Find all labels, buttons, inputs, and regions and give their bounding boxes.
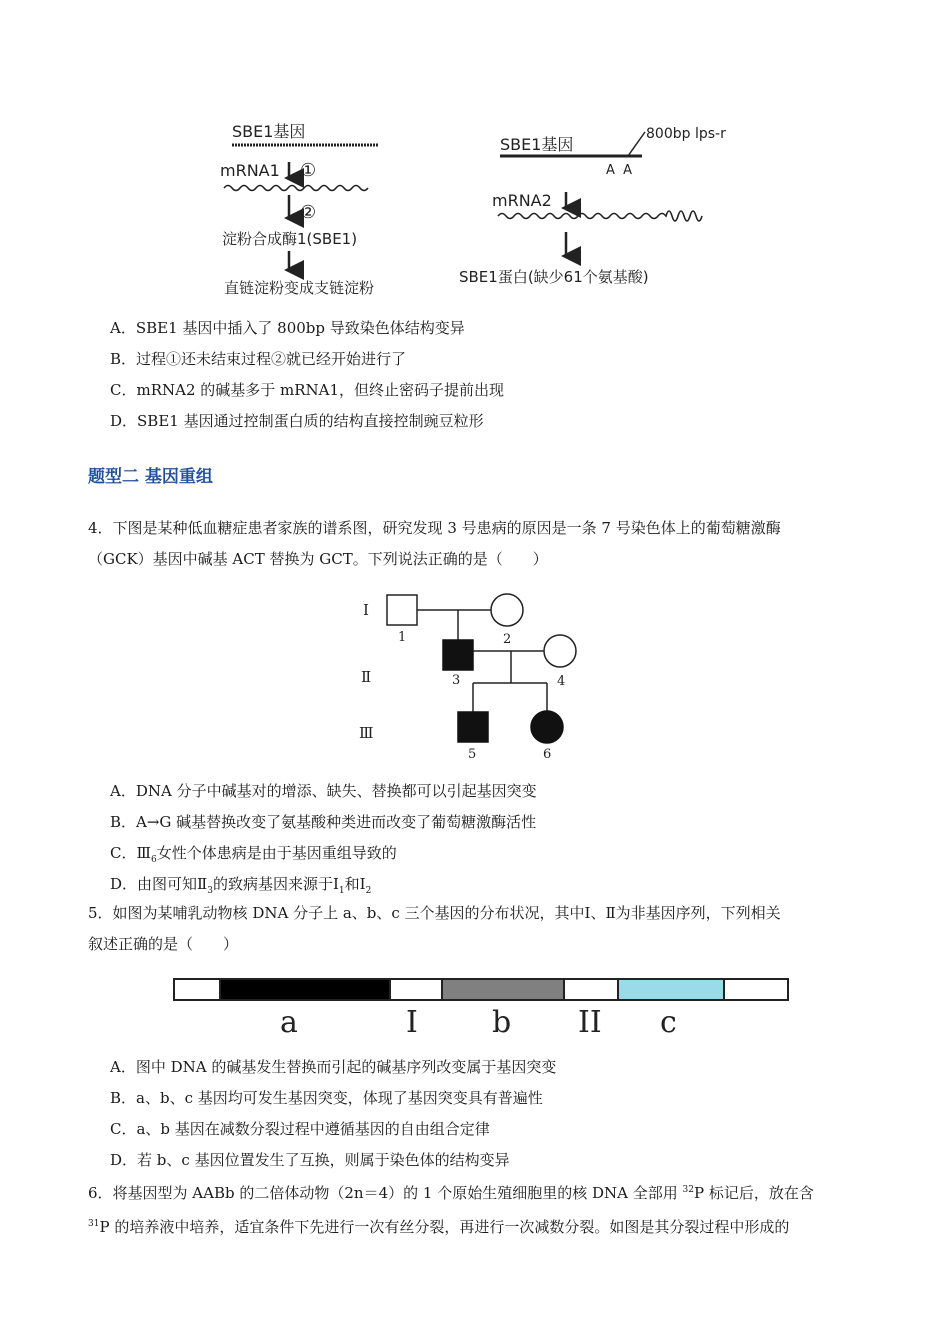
q3-option-d: D．SBE1 基因通过控制蛋白质的结构直接控制豌豆粒形 — [110, 412, 484, 430]
gene-c-segment — [618, 979, 724, 1000]
segment-label-b: b — [492, 1005, 512, 1040]
right-gene-label: SBE1基因 — [500, 135, 574, 154]
individual-4-unaffected-female — [544, 635, 576, 667]
q5-stem — [88, 898, 863, 960]
generation-label-1: Ⅰ — [363, 601, 369, 619]
mrna1-label: mRNA1 — [220, 161, 280, 180]
q4-option-c: C．$Ⅲ_6$女性个体患病是由于基因重组导致的 — [110, 844, 397, 865]
mrna1-wave — [224, 186, 368, 191]
q5-option-a: A．图中 DNA 的碱基发生替换而引起的碱基序列改变属于基因突变 — [110, 1058, 557, 1076]
individual-5-affected-male — [458, 712, 488, 742]
q3-option-b: B．过程①还未结束过程②就已经开始进行了 — [110, 350, 407, 368]
q6-stem-line1: 6．将基因型为 AABb 的二倍体动物（2n＝4）的 1 个原始生殖细胞里的核 DNA 全部用 $^{32}$P 标记后，放在含 — [88, 1184, 814, 1202]
dna-spacer-left — [174, 979, 220, 1000]
individual-label-2: 2 — [503, 632, 512, 647]
q4-stem — [88, 513, 863, 575]
non-gene-II-segment — [564, 979, 618, 1000]
step1-label: ① — [300, 160, 317, 181]
dna-spacer-right — [724, 979, 788, 1000]
q3-option-c: C．mRNA2 的碱基多于 mRNA1，但终止密码子提前出现 — [110, 381, 505, 399]
individual-6-affected-female — [531, 711, 563, 743]
q4-stem-line2: （GCK）基因中碱基 ACT 替换为 GCT。下列说法正确的是（ ） — [88, 550, 548, 568]
q6-stem — [88, 1175, 863, 1243]
q4-stem-line1: 4．下图是某种低血糖症患者家族的谱系图，研究发现 3 号患病的原因是一条 7 号染色体上的葡萄糖激酶 — [88, 519, 781, 537]
individual-2-unaffected-female — [491, 594, 523, 626]
mrna2-wave — [498, 211, 702, 221]
pedigree-chart — [355, 585, 595, 765]
q5-option-b: B．a、b、c 基因均可发生基因突变，体现了基因突变具有普遍性 — [110, 1089, 543, 1107]
individual-3-affected-male — [443, 640, 473, 670]
step2-label: ② — [300, 202, 317, 223]
individual-label-4: 4 — [557, 674, 566, 689]
q5-stem-line1: 5．如图为某哺乳动物核 DNA 分子上 a、b、c 三个基因的分布状况，其中Ⅰ、Ⅱ为非基因序列，下列相关 — [88, 904, 781, 922]
generation-label-3: Ⅲ — [359, 724, 374, 742]
insert-label: 800bp lps-r — [646, 126, 726, 142]
sbe1-diagram — [210, 112, 750, 302]
q4-option-b: B．A→G 碱基替换改变了氨基酸种类进而改变了葡萄糖激酶活性 — [110, 813, 537, 831]
q6-stem-line2: $^{31}$P 的培养液中培养，适宜条件下先进行一次有丝分裂，再进行一次减数分裂。如图是其分裂过程中形成的 — [88, 1218, 790, 1236]
dna-gene-bar — [170, 975, 795, 1045]
protein-label: SBE1蛋白(缺少61个氨基酸) — [459, 268, 649, 286]
individual-1-unaffected-male — [387, 595, 417, 625]
segment-label-II: II — [578, 1005, 602, 1040]
segment-label-I: I — [406, 1005, 418, 1040]
aa-label: A A — [606, 163, 633, 178]
individual-label-5: 5 — [468, 747, 477, 762]
q3-option-a: A．SBE1 基因中插入了 800bp 导致染色体结构变异 — [110, 319, 465, 337]
non-gene-I-segment — [390, 979, 442, 1000]
q5-option-c: C．a、b 基因在减数分裂过程中遵循基因的自由组合定律 — [110, 1120, 490, 1138]
q5-stem-line2: 叙述正确的是（ ） — [88, 935, 239, 953]
q5-option-d: D．若 b、c 基因位置发生了互换，则属于染色体的结构变异 — [110, 1151, 510, 1169]
segment-label-c: c — [660, 1005, 677, 1040]
mrna2-label: mRNA2 — [492, 191, 552, 210]
individual-label-1: 1 — [398, 630, 407, 645]
left-gene-label: SBE1基因 — [232, 122, 306, 141]
segment-label-a: a — [280, 1005, 298, 1040]
gene-a-segment — [220, 979, 390, 1000]
gene-b-segment — [442, 979, 564, 1000]
enzyme-label: 淀粉合成酶1(SBE1) — [222, 230, 358, 248]
insert-pointer — [628, 132, 645, 156]
q4-option-a: A．DNA 分子中碱基对的增添、缺失、替换都可以引起基因突变 — [110, 782, 537, 800]
individual-label-6: 6 — [543, 747, 552, 762]
individual-label-3: 3 — [452, 673, 461, 688]
generation-label-2: Ⅱ — [361, 668, 372, 686]
q4-option-d: D．由图可知$Ⅱ_3$的致病基因来源于$Ⅰ_1$和$Ⅰ_2$ — [110, 875, 372, 896]
section-heading: 题型二 基因重组 — [88, 467, 213, 487]
result-label: 直链淀粉变成支链淀粉 — [224, 279, 375, 297]
